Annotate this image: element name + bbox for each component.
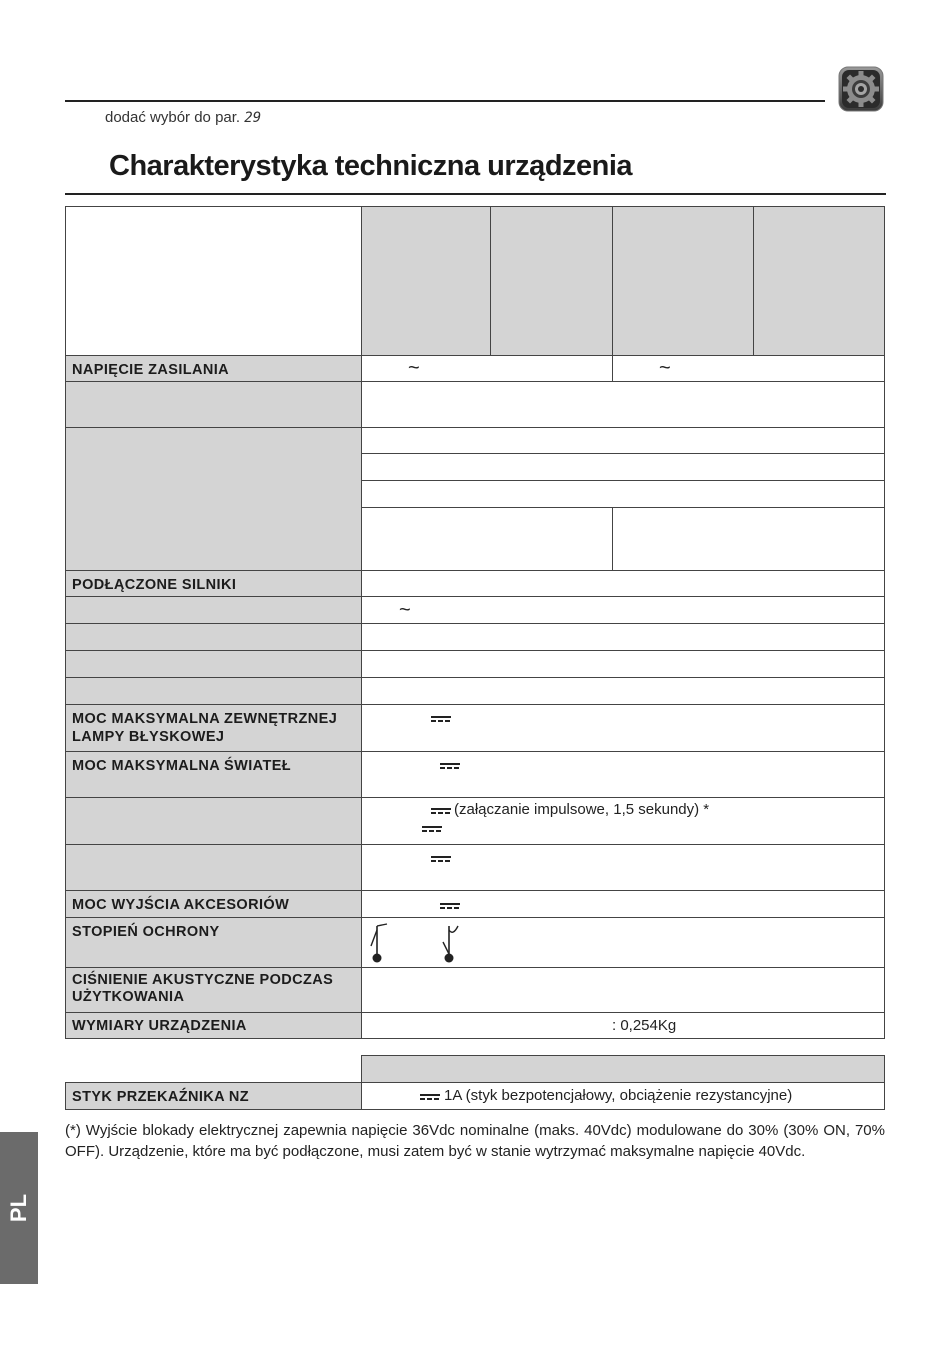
row-label-dimensions: WYMIARY URZĄDZENIA [65,1012,362,1039]
model-header-1 [361,206,491,356]
subrow-value-3 [361,480,885,508]
model-header-4 [753,206,885,356]
ac-symbol: ~ [659,357,671,379]
row-label-supply-voltage: NAPIĘCIE ZASILANIA [65,355,362,382]
subrow-value-1 [361,427,885,454]
subrow-value-2 [361,453,885,481]
row-label-blank [65,381,362,428]
electrolock-text: (załączanie impulsowe, 1,5 sekundy) * [454,801,710,818]
motor-voltage-value [361,596,885,624]
subrow-value-4b [612,507,885,571]
header-rule [65,100,825,102]
row-label-motor-current [65,650,362,678]
supply-voltage-value-2 [612,355,885,382]
footnote: (*) Wyjście blokady elektrycznej zapewnia napięcie 36Vdc nominalne (maks. 40Vdc) modulowane do 30% (30% ON, 70% OFF). Urządzenie, które ma być podłączone, musi zatem być w stanie wytrzymać maksymalne napięcie 40Vdc. [65,1122,885,1160]
table-corner-cell [65,206,362,356]
language-code: PL [6,1193,31,1223]
weight-text: : 0,254Kg [612,1017,677,1034]
language-side-tab [0,1132,38,1284]
flash-lamp-power-value [361,704,885,752]
row-label-motor-power [65,623,362,651]
dc-symbol [422,826,442,832]
electrolock-value [361,797,885,845]
row-label-protection-rating: STOPIEŃ OCHRONY [65,917,362,968]
note-reference: 29 [244,110,262,126]
motor-current-value [361,650,885,678]
dc-symbol [420,1094,440,1100]
ac-symbol: ~ [408,357,420,379]
relay-header-cell [361,1055,885,1083]
row-label-motor-voltage [65,596,362,624]
row-label-electrolock [65,797,362,845]
row-value-blank [361,381,885,428]
dc-symbol [440,903,460,909]
subrow-value-4a [361,507,613,571]
supply-voltage-value-1 [361,355,613,382]
selection-note [105,109,261,126]
motor-capacitor-value [361,677,885,705]
row-label-power-consumption [65,427,362,571]
note-text: dodać wybór do par. [105,109,241,126]
dc-output-value [361,844,885,891]
model-header-3 [612,206,754,356]
page-title: Charakterystyka techniczna urządzenia [109,150,633,182]
row-label-dc-output [65,844,362,891]
acoustic-pressure-value [361,967,885,1013]
model-header-2 [490,206,613,356]
thermometer-low-icon [368,922,390,964]
protection-rating-value [361,917,885,968]
lights-power-value [361,751,885,798]
row-label-acoustic-pressure: CIŚNIENIE AKUSTYCZNE PODCZAS UŻYTKOWANIA [65,967,362,1013]
row-label-relay-contact: STYK PRZEKAŹNIKA NZ [65,1082,362,1110]
row-label-connected-motors: PODŁĄCZONE SILNIKI [65,570,362,597]
row-label-accessories-output: MOC WYJŚCIA AKCESORIÓW [65,890,362,918]
dc-symbol [431,856,451,862]
accessories-output-value [361,890,885,918]
row-label-lights-power: MOC MAKSYMALNA ŚWIATEŁ [65,751,362,798]
title-rule [65,193,886,195]
dimensions-value [361,1012,885,1039]
thermometer-high-icon [440,922,462,964]
gear-icon [838,66,884,112]
ac-symbol: ~ [399,599,411,621]
relay-contact-value [361,1082,885,1110]
dc-symbol [440,763,460,769]
relay-contact-text: 1A (styk bezpotencjałowy, obciążenie rezystancyjne) [444,1087,793,1104]
row-label-flash-lamp-power: MOC MAKSYMALNA ZEWNĘTRZNEJ LAMPY BŁYSKOWEJ [65,704,362,752]
dc-symbol [431,716,451,722]
connected-motors-value [361,570,885,597]
motor-power-value [361,623,885,651]
dc-symbol [431,808,451,814]
row-label-motor-capacitor [65,677,362,705]
